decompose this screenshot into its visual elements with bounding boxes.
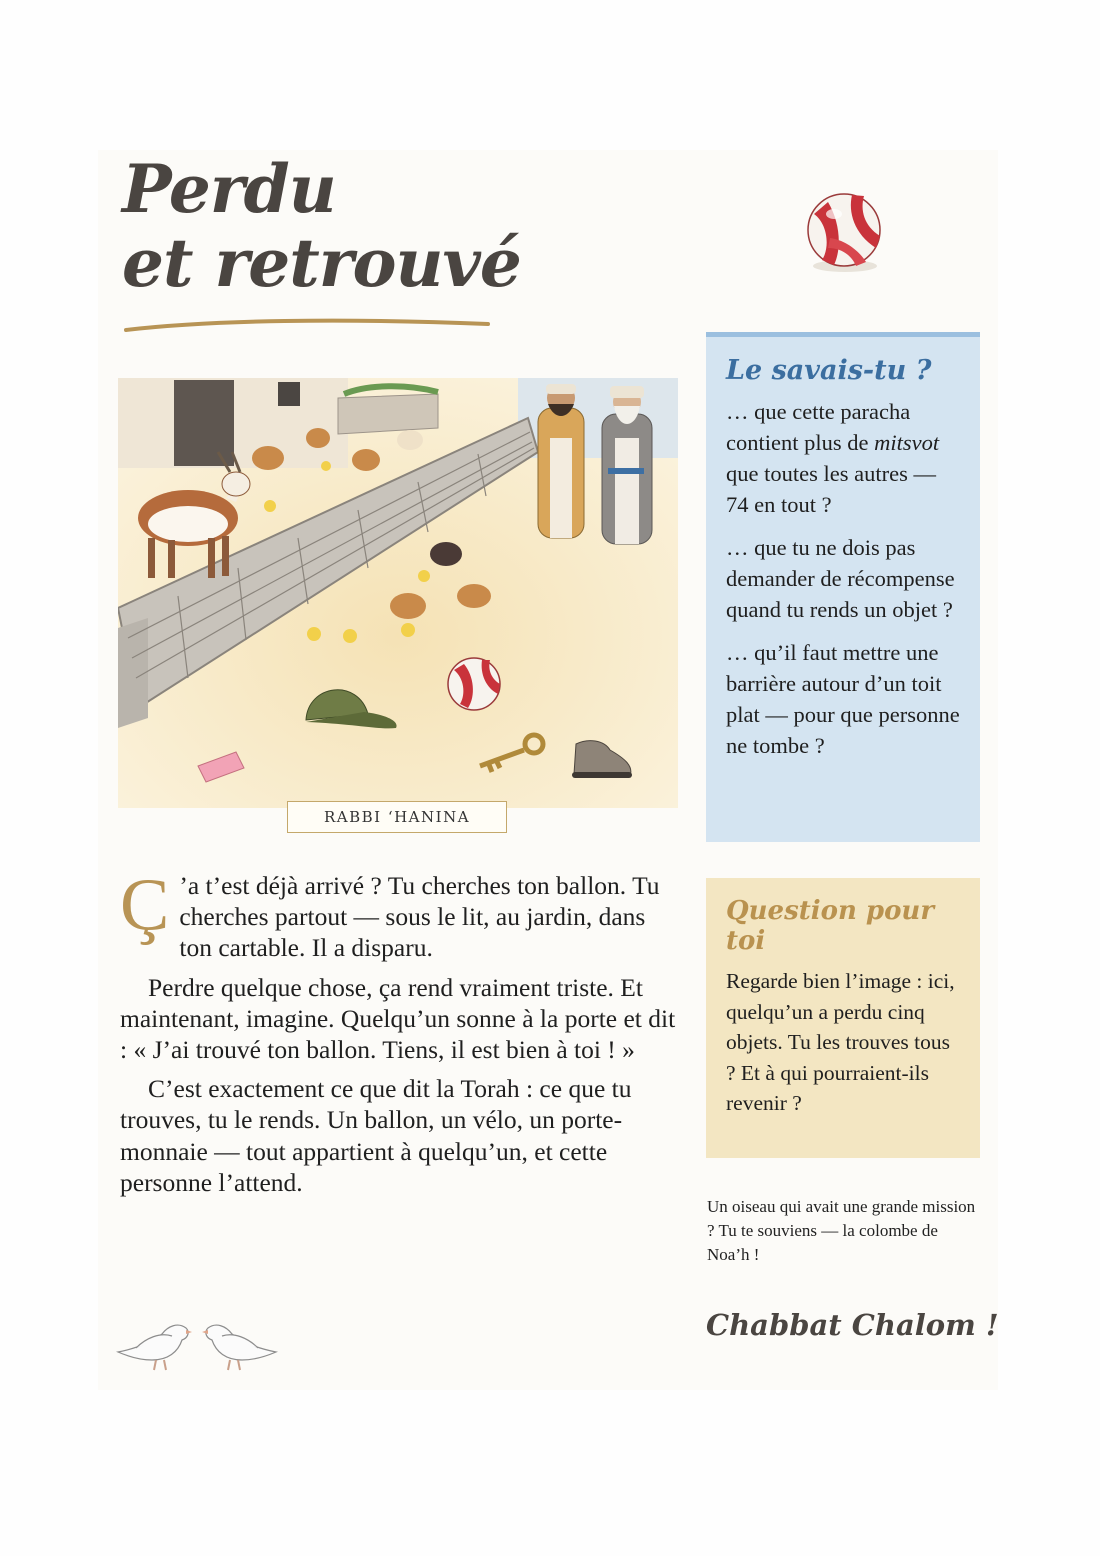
signoff-text: Chabbat Chalom ! [706, 1308, 999, 1342]
did-you-know-heading: Le savais-tu ? [726, 355, 932, 386]
story-paragraph-1-text: ’a t’est déjà arrivé ? Tu cherches ton ballon. Tu cherches partout — sous le lit, au jardin, dans ton cartable. Il a disparu. [179, 871, 660, 963]
drop-cap: Ç [120, 864, 170, 946]
did-you-know-box [706, 332, 980, 842]
lost-ball-icon [448, 658, 500, 710]
doves-icon [112, 1308, 282, 1378]
courtyard-illustration [118, 378, 678, 808]
fact-3: … qu’il faut mettre une barrière autour d’un toit plat — pour que personne ne tombe ? [726, 640, 960, 758]
title-line-2: et retrouvé [122, 224, 521, 302]
page-title [122, 152, 521, 300]
story-paragraph-3: C’est exactement ce que dit la Torah : ce que tu trouves, tu le rends. Un ballon, un vélo, un porte-monnaie — tout appartient à quelqu’un, et cette personne l’attend. [120, 1074, 632, 1197]
fact-1 [726, 396, 962, 520]
fact-1-end: que toutes les autres — 74 en tout ? [726, 461, 936, 517]
title-underline [122, 312, 492, 336]
story-text [120, 864, 680, 1206]
fact-2: … que tu ne dois pas demander de récompense quand tu rends un objet ? [726, 535, 955, 622]
fact-1-start: … que cette paracha contient plus de [726, 399, 911, 455]
question-heading: Question pour toi [726, 896, 935, 956]
dove-teaser-text: Un oiseau qui avait une grande mission ? Tu te souviens — la colombe de Noa’h ! [707, 1197, 976, 1264]
title-line-1: Perdu [122, 150, 336, 228]
story-paragraph-1 [120, 864, 680, 964]
question-box [706, 878, 980, 1158]
illustration-caption: RABBI ‘HANINA [287, 801, 507, 833]
fact-1-emphasis: mitsvot [874, 430, 940, 455]
question-text: Regarde bien l’image : ici, quelqu’un a perdu cinq objets. Tu les trouves tous ? Et à qui pourraient-ils revenir ? [726, 969, 955, 1115]
beach-ball-icon [800, 190, 890, 280]
story-paragraph-2: Perdre quelque chose, ça rend vraiment triste. Et maintenant, imagine. Quelqu’un sonne à la porte et dit : « J’ai trouvé ton ballon. Tiens, il est bien à toi ! » [120, 972, 676, 1065]
